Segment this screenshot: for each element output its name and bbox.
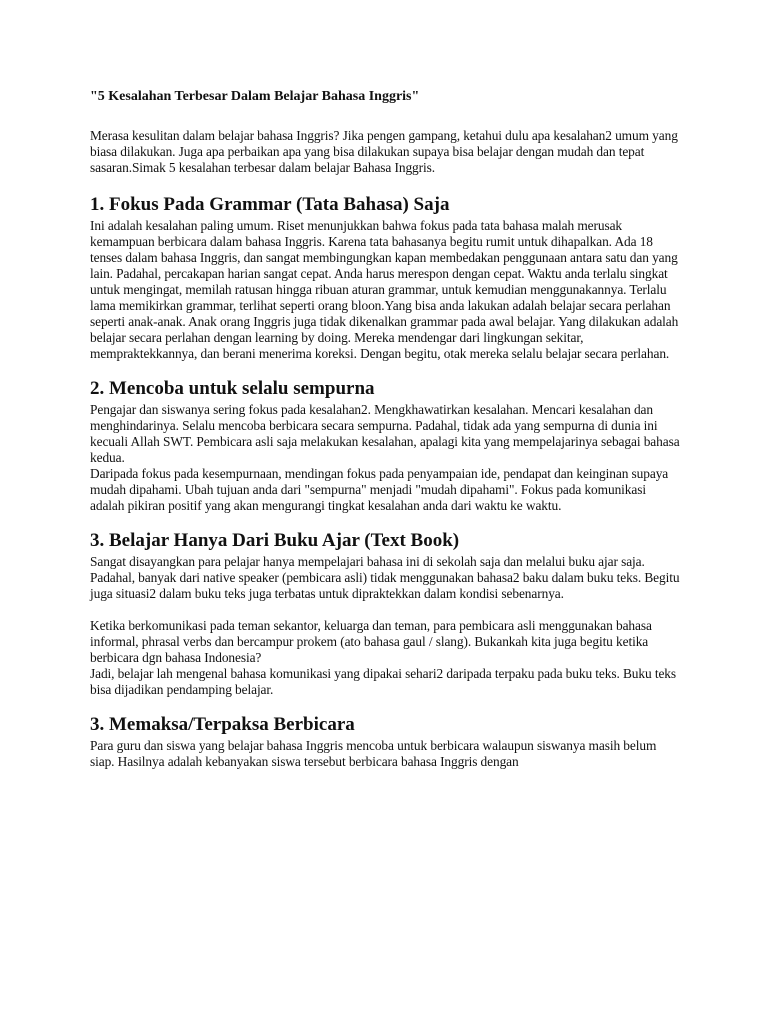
intro-paragraph: Merasa kesulitan dalam belajar bahasa Inggris? Jika pengen gampang, ketahui dulu apa kesalahan2 umum yang biasa dilakukan. Juga apa perbaikan apa yang bisa dilakukan supaya bisa belajar dengan mudah dan tepat sasaran.Simak 5 kesalahan terbesar dalam belajar Bahasa Inggris. (90, 128, 678, 175)
section-paragraph: Sangat disayangkan para pelajar hanya mempelajari bahasa ini di sekolah saja dan melalui buku ajar saja. Padahal, banyak dari native speaker (pembicara asli) tidak menggunakan bahasa2 baku dalam buku teks. Begitu juga situasi2 dalam buku teks juga terbatas untuk dipraktekkan dalam kondisi sebenarnya. (90, 554, 680, 601)
section-4 (90, 714, 682, 770)
section-paragraph: Ketika berkomunikasi pada teman sekantor, keluarga dan teman, para pembicara asli menggunakan bahasa informal, phrasal verbs dan bercampur prokem (ato bahasa gaul / slang). Bukankah kita juga begitu ketika berbicara dgn bahasa Indonesia? (90, 618, 652, 665)
document-page (90, 88, 682, 786)
section-heading: 1. Fokus Pada Grammar (Tata Bahasa) Saja (90, 194, 450, 215)
document-title: "5 Kesalahan Terbesar Dalam Belajar Bahasa Inggris" (90, 89, 420, 104)
section-heading: 3. Belajar Hanya Dari Buku Ajar (Text Book) (90, 530, 460, 551)
section-3 (90, 530, 682, 698)
section-paragraph: Para guru dan siswa yang belajar bahasa Inggris mencoba untuk berbicara walaupun siswanya masih belum siap. Hasilnya adalah kebanyakan siswa tersebut berbicara bahasa Inggris dengan (90, 738, 657, 769)
section-paragraph: Jadi, belajar lah mengenal bahasa komunikasi yang dipakai sehari2 daripada terpaku pada buku teks. Buku teks bisa dijadikan pendamping belajar. (90, 666, 677, 697)
paragraph-gap (90, 602, 682, 618)
section-paragraph: Pengajar dan siswanya sering fokus pada kesalahan2. Mengkhawatirkan kesalahan. Mencari kesalahan dan menghindarinya. Selalu mencoba berbicara secara sempurna. Padahal, tidak ada yang sempurna di dunia ini kecuali Allah SWT. Pembicara asli saja melakukan kesalahan, apalagi kita yang mempelajarinya sebagai bahasa kedua. (90, 402, 680, 465)
section-2 (90, 378, 682, 514)
section-heading: 2. Mencoba untuk selalu sempurna (90, 378, 375, 399)
section-1 (90, 194, 682, 362)
section-paragraph: Daripada fokus pada kesempurnaan, mendingan fokus pada penyampaian ide, pendapat dan keinginan supaya mudah dipahami. Ubah tujuan anda dari "sempurna" menjadi "mudah dipahami". Fokus pada komunikasi adalah pikiran positif yang akan mengurangi tingkat kesalahan anda dari waktu ke waktu. (90, 466, 669, 513)
section-heading: 3. Memaksa/Terpaksa Berbicara (90, 714, 355, 735)
section-paragraph: Ini adalah kesalahan paling umum. Riset menunjukkan bahwa fokus pada tata bahasa malah merusak kemampuan berbicara dalam bahasa Inggris. Karena tata bahasanya begitu rumit untuk dihapalkan. Ada 18 tenses dalam bahasa Inggris, dan sangat membingungkan kapan membedakan penggunaan antara satu dan yang lain. Padahal, percakapan harian sangat cepat. Anda harus merespon dengan cepat. Waktu anda terlalu singkat untuk mengingat, memilah ratusan hingga ribuan aturan grammar, untuk kemudian menggunakannya. Terlalu lama memikirkan grammar, terlihat seperti orang bloon.Yang bisa anda lakukan adalah belajar secara perlahan seperti anak-anak. Anak orang Inggris juga tidak dikenalkan grammar pada awal belajar. Yang dilakukan adalah belajar secara perlahan dengan learning by doing. Mereka mendengar dari lingkungan sekitar, mempraktekkannya, dan berani menerima koreksi. Dengan begitu, otak mereka selalu belajar secara perlahan. (90, 218, 679, 361)
